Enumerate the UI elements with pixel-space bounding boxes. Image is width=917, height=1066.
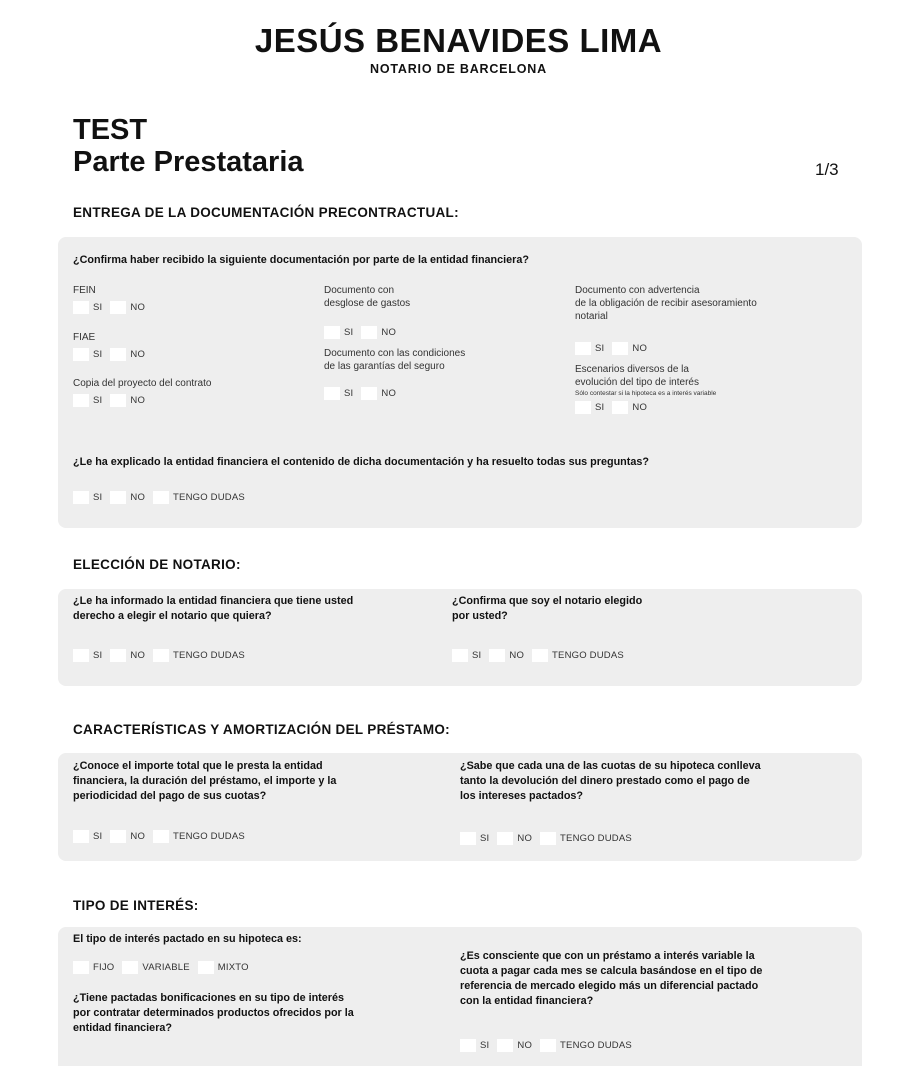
option-desglose-si[interactable]: SI: [324, 326, 359, 339]
options-advertencia: [575, 341, 655, 356]
question-received-docs: ¿Confirma haber recibido la siguiente documentación por parte de la entidad financiera?: [73, 254, 529, 266]
checkbox[interactable]: [612, 401, 628, 414]
checkbox[interactable]: [122, 961, 138, 974]
option-importe-dudas[interactable]: TENGO DUDAS: [153, 830, 251, 843]
option-elegir-no[interactable]: NO: [110, 649, 151, 662]
option-variable-si[interactable]: SI: [460, 1039, 495, 1052]
option-fiae-no[interactable]: NO: [110, 348, 151, 361]
question-bonificaciones: ¿Tiene pactadas bonificaciones en su tipo de interés por contratar determinados productos ofrecidos por la entidad financiera?: [73, 992, 354, 1034]
option-notario-dudas[interactable]: TENGO DUDAS: [532, 649, 630, 662]
option-elegir-dudas[interactable]: TENGO DUDAS: [153, 649, 251, 662]
checkbox[interactable]: [324, 326, 340, 339]
checkbox[interactable]: [612, 342, 628, 355]
option-importe-no[interactable]: NO: [110, 830, 151, 843]
options-escenarios: [575, 400, 655, 415]
option-escenarios-si[interactable]: SI: [575, 401, 610, 414]
checkbox[interactable]: [540, 832, 556, 845]
option-tipo-mixto[interactable]: MIXTO: [198, 961, 255, 974]
panel-caracteristicas: [58, 753, 862, 861]
option-condiciones-si[interactable]: SI: [324, 387, 359, 400]
options-fiae: [73, 347, 153, 362]
label-fiae: FIAE: [73, 332, 96, 343]
option-tipo-variable[interactable]: VARIABLE: [122, 961, 195, 974]
label-advertencia: Documento con advertencia de la obligación de recibir asesoramiento notarial: [575, 285, 757, 322]
title-line-2: Parte Prestataria: [73, 146, 304, 178]
panel-entrega: [58, 237, 862, 528]
option-fein-si[interactable]: SI: [73, 301, 108, 314]
checkbox[interactable]: [540, 1039, 556, 1052]
options-interes-variable: [460, 1038, 640, 1053]
checkbox[interactable]: [73, 394, 89, 407]
option-explained-no[interactable]: NO: [110, 491, 151, 504]
option-elegir-si[interactable]: SI: [73, 649, 108, 662]
section-heading-tipo: TIPO DE INTERÉS:: [73, 898, 199, 913]
checkbox[interactable]: [452, 649, 468, 662]
notary-name: JESÚS BENAVIDES LIMA: [254, 22, 663, 59]
checkbox[interactable]: [153, 830, 169, 843]
checkbox[interactable]: [497, 1039, 513, 1052]
option-notario-si[interactable]: SI: [452, 649, 487, 662]
option-tipo-fijo[interactable]: FIJO: [73, 961, 120, 974]
note-escenarios: Sólo contestar si la hipoteca es a interés variable: [575, 390, 717, 397]
checkbox[interactable]: [73, 491, 89, 504]
question-cuotas: ¿Sabe que cada una de las cuotas de su hipoteca conlleva tanto la devolución del dinero prestado como el pago de los intereses pactados?: [460, 760, 761, 802]
notary-header: [0, 22, 917, 76]
option-variable-dudas[interactable]: TENGO DUDAS: [540, 1039, 638, 1052]
section-heading-entrega: ENTREGA DE LA DOCUMENTACIÓN PRECONTRACTUAL:: [73, 205, 459, 220]
checkbox[interactable]: [110, 348, 126, 361]
question-explained-docs: ¿Le ha explicado la entidad financiera el contenido de dicha documentación y ha resuelto todas sus preguntas?: [73, 456, 649, 468]
options-condiciones-seguro: [324, 386, 404, 401]
options-desglose-gastos: [324, 325, 404, 340]
checkbox[interactable]: [73, 301, 89, 314]
checkbox[interactable]: [575, 401, 591, 414]
option-importe-si[interactable]: SI: [73, 830, 108, 843]
checkbox[interactable]: [361, 326, 377, 339]
option-copia-si[interactable]: SI: [73, 394, 108, 407]
question-tipo-pactado: El tipo de interés pactado en su hipoteca es:: [73, 933, 302, 945]
question-elegir-notario: ¿Le ha informado la entidad financiera que tiene usted derecho a elegir el notario que quiera?: [73, 595, 354, 622]
options-fein: [73, 300, 153, 315]
option-advertencia-no[interactable]: NO: [612, 342, 653, 355]
option-variable-no[interactable]: NO: [497, 1039, 538, 1052]
question-interes-variable: ¿Es consciente que con un préstamo a interés variable la cuota a pagar cada mes se calcula basándose en el tipo de referencia de mercado elegido más un diferencial pactado con la entidad financiera?: [460, 950, 763, 1007]
option-cuotas-dudas[interactable]: TENGO DUDAS: [540, 832, 638, 845]
label-fein: FEIN: [73, 285, 96, 296]
page-title: [73, 114, 304, 178]
page-number: 1/3: [815, 160, 839, 179]
checkbox[interactable]: [153, 649, 169, 662]
checkbox[interactable]: [324, 387, 340, 400]
checkbox[interactable]: [110, 301, 126, 314]
checkbox[interactable]: [73, 830, 89, 843]
section-heading-caracteristicas: CARACTERÍSTICAS Y AMORTIZACIÓN DEL PRÉSTAMO:: [73, 722, 450, 737]
checkbox[interactable]: [73, 649, 89, 662]
option-notario-no[interactable]: NO: [489, 649, 530, 662]
checkbox[interactable]: [73, 961, 89, 974]
label-condiciones-seguro: Documento con las condiciones de las garantías del seguro: [324, 348, 466, 372]
option-advertencia-si[interactable]: SI: [575, 342, 610, 355]
options-importe-total: [73, 829, 253, 844]
option-cuotas-si[interactable]: SI: [460, 832, 495, 845]
title-line-1: TEST: [73, 114, 148, 146]
option-cuotas-no[interactable]: NO: [497, 832, 538, 845]
options-cuotas: [460, 831, 640, 846]
option-desglose-no[interactable]: NO: [361, 326, 402, 339]
checkbox[interactable]: [532, 649, 548, 662]
options-explained-docs: [73, 490, 253, 505]
checkbox[interactable]: [575, 342, 591, 355]
options-tipo-pactado: [73, 960, 257, 975]
option-explained-dudas[interactable]: TENGO DUDAS: [153, 491, 251, 504]
option-escenarios-no[interactable]: NO: [612, 401, 653, 414]
option-explained-si[interactable]: SI: [73, 491, 108, 504]
panel-tipo: [58, 927, 862, 1066]
option-condiciones-no[interactable]: NO: [361, 387, 402, 400]
label-escenarios: Escenarios diversos de la evolución del tipo de interés: [575, 364, 699, 388]
question-importe-total: ¿Conoce el importe total que le presta la entidad financiera, la duración del préstamo, el importe y la periodicidad del pago de sus cuotas?: [73, 760, 337, 802]
option-fein-no[interactable]: NO: [110, 301, 151, 314]
checkbox[interactable]: [198, 961, 214, 974]
options-elegir-notario: [73, 648, 253, 663]
checkbox[interactable]: [110, 491, 126, 504]
checkbox[interactable]: [153, 491, 169, 504]
checkbox[interactable]: [110, 394, 126, 407]
panel-eleccion: [58, 589, 862, 686]
option-copia-no[interactable]: NO: [110, 394, 151, 407]
checkbox[interactable]: [73, 348, 89, 361]
checkbox[interactable]: [497, 832, 513, 845]
section-heading-eleccion: ELECCIÓN DE NOTARIO:: [73, 557, 241, 572]
question-notario-elegido: ¿Confirma que soy el notario elegido por usted?: [452, 595, 643, 622]
checkbox[interactable]: [110, 830, 126, 843]
options-notario-elegido: [452, 648, 632, 663]
notary-subtitle: NOTARIO DE BARCELONA: [370, 62, 547, 76]
checkbox[interactable]: [361, 387, 377, 400]
options-copia-contrato: [73, 393, 153, 408]
checkbox[interactable]: [460, 1039, 476, 1052]
checkbox[interactable]: [460, 832, 476, 845]
checkbox[interactable]: [110, 649, 126, 662]
label-copia-contrato: Copia del proyecto del contrato: [73, 378, 212, 389]
checkbox[interactable]: [489, 649, 505, 662]
option-fiae-si[interactable]: SI: [73, 348, 108, 361]
label-desglose-gastos: Documento con desglose de gastos: [324, 285, 411, 309]
